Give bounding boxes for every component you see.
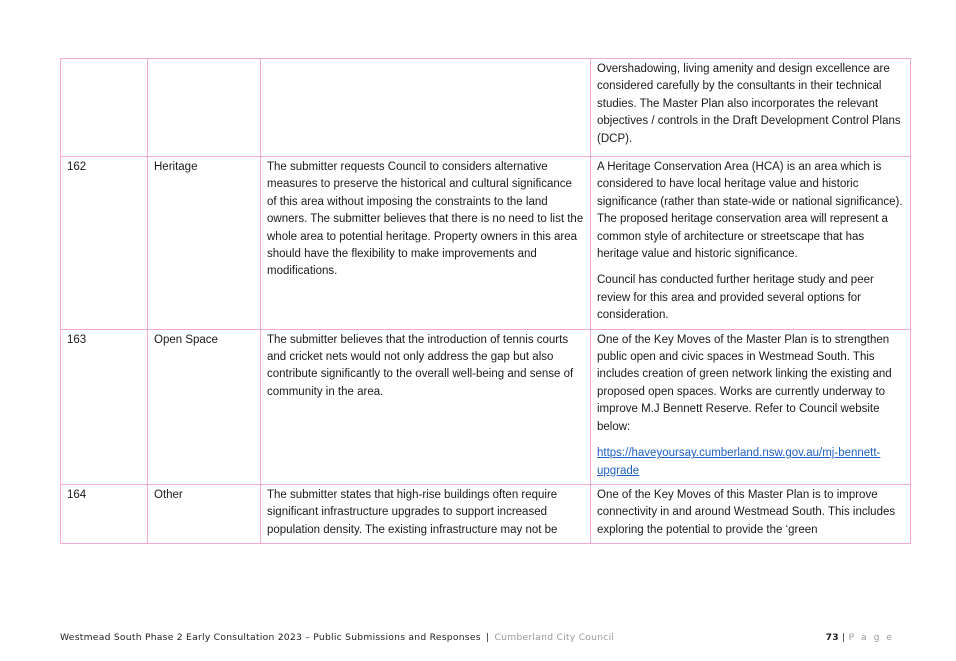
council-website-link[interactable]: https://haveyoursay.cumberland.nsw.gov.au/mj-bennett-upgrade	[597, 447, 881, 477]
response-cell	[591, 484, 911, 543]
footer-council-name: Cumberland City Council	[494, 632, 615, 643]
footer-document-title: Westmead South Phase 2 Early Consultation 2023 – Public Submissions and Responses	[60, 632, 481, 643]
response-cell	[591, 157, 911, 330]
page-word: P a g e	[848, 632, 894, 643]
response-paragraph: One of the Key Moves of this Master Plan is to improve connectivity in and around Westmead South. This includes exploring the potential to provide the ‘green	[597, 488, 896, 536]
submission-text: The submitter requests Council to considers alternative measures to preserve the historical and cultural significance of this area without imposing the constraints to the land owners. The submitter believes that there is no need to list the whole area to potential heritage. Property owners in this area should have the flexibility to make improvements and modifications.	[261, 157, 591, 330]
response-paragraph: One of the Key Moves of the Master Plan is to strengthen public open and civic spaces in Westmead South. This includes creation of green network linking the existing and proposed open spaces. Works are currently underway to improve M.J Bennett Reserve. Refer to Council website below:	[597, 333, 892, 433]
response-paragraph: Council has conducted further heritage study and peer review for this area and provided several options for consideration.	[597, 274, 874, 322]
table-row	[61, 59, 911, 157]
page-number-block	[826, 632, 894, 643]
table-row	[61, 329, 911, 484]
submission-number	[61, 59, 148, 157]
footer-separator: |	[485, 632, 490, 643]
page-separator: |	[842, 632, 846, 643]
response-paragraph: Overshadowing, living amenity and design excellence are considered carefully by the consultants in their technical studies. The Master Plan also incorporates the relevant objectives / controls in the Draft Development Control Plans (DCP).	[597, 63, 901, 145]
submission-category: Heritage	[148, 157, 261, 330]
submission-number: 162	[61, 157, 148, 330]
response-cell	[591, 59, 911, 157]
submission-category	[148, 59, 261, 157]
table-row	[61, 484, 911, 543]
submission-category: Other	[148, 484, 261, 543]
response-cell	[591, 329, 911, 484]
response-paragraph: A Heritage Conservation Area (HCA) is an area which is considered to have local heritage value and historic significance (rather than state-wide or national significance). The proposed heritage conservation area will represent a common style of architecture or streetscape that has heritage value and historic significance.	[597, 161, 903, 261]
submission-category: Open Space	[148, 329, 261, 484]
submission-number: 163	[61, 329, 148, 484]
submission-text	[261, 59, 591, 157]
submission-number: 164	[61, 484, 148, 543]
submission-text: The submitter states that high-rise buildings often require significant infrastructure upgrades to support increased population density. The existing infrastructure may not be	[261, 484, 591, 543]
submission-text: The submitter believes that the introduction of tennis courts and cricket nets would not only address the gap but also contribute significantly to the overall well-being and sense of community in the area.	[261, 329, 591, 484]
page-footer	[60, 632, 894, 643]
table-row	[61, 157, 911, 330]
submissions-table	[60, 58, 911, 544]
page-number: 73	[825, 632, 839, 643]
